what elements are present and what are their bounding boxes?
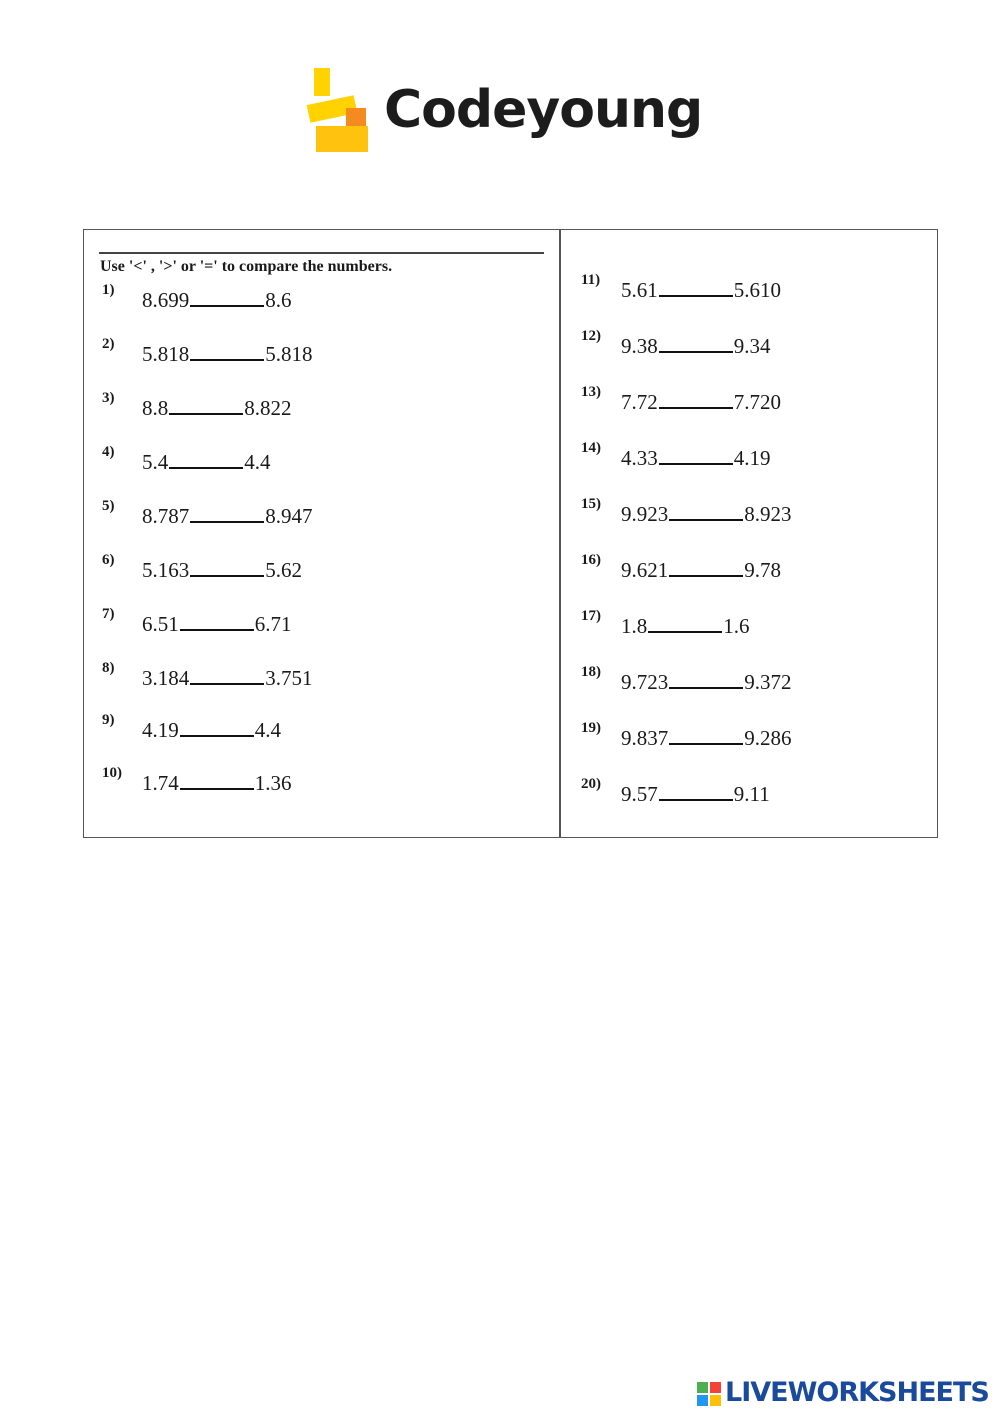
right-number: 9.34	[733, 334, 771, 358]
right-number: 6.71	[254, 612, 292, 636]
left-number: 1.8	[621, 614, 648, 638]
right-number: 1.36	[254, 771, 292, 795]
header-rule	[99, 252, 544, 254]
answer-blank[interactable]	[659, 281, 733, 297]
problem-number: 6)	[102, 552, 115, 568]
left-number: 4.33	[621, 446, 658, 470]
problem-4	[102, 444, 271, 478]
answer-blank[interactable]	[669, 561, 743, 577]
answer-blank[interactable]	[190, 291, 264, 307]
answer-blank[interactable]	[180, 774, 254, 790]
problem-number: 14)	[581, 440, 601, 456]
answer-blank[interactable]	[169, 453, 243, 469]
right-number: 1.6	[723, 614, 750, 638]
answer-blank[interactable]	[169, 399, 243, 415]
problem-number: 3)	[102, 390, 115, 406]
right-number: 5.610	[733, 278, 781, 302]
answer-blank[interactable]	[180, 721, 254, 737]
right-number: 5.818	[265, 342, 313, 366]
right-number: 9.372	[744, 670, 792, 694]
left-number: 9.923	[621, 502, 669, 526]
right-number: 4.4	[244, 450, 271, 474]
right-number: 9.11	[733, 782, 770, 806]
left-number: 8.699	[142, 288, 190, 312]
liveworksheets-logo	[697, 1376, 997, 1410]
left-number: 3.184	[142, 666, 190, 690]
left-number: 9.38	[621, 334, 658, 358]
problem-1	[102, 282, 292, 316]
answer-blank[interactable]	[659, 785, 733, 801]
left-number: 8.8	[142, 396, 169, 420]
problem-20	[581, 776, 770, 810]
right-number: 4.19	[733, 446, 771, 470]
left-number: 5.818	[142, 342, 190, 366]
answer-blank[interactable]	[659, 393, 733, 409]
problem-number: 13)	[581, 384, 601, 400]
codeyoung-logo	[306, 66, 706, 166]
left-number: 5.61	[621, 278, 658, 302]
problem-number: 1)	[102, 282, 115, 298]
right-number: 4.4	[254, 718, 281, 742]
problem-15	[581, 496, 792, 530]
problem-number: 4)	[102, 444, 115, 460]
answer-blank[interactable]	[648, 617, 722, 633]
right-number: 7.720	[733, 390, 781, 414]
answer-blank[interactable]	[190, 507, 264, 523]
problem-12	[581, 328, 771, 362]
problem-10	[102, 765, 292, 799]
problem-7	[102, 606, 292, 640]
problem-6	[102, 552, 302, 586]
answer-blank[interactable]	[180, 615, 254, 631]
codeyoung-logo-icon	[306, 66, 376, 156]
problem-5	[102, 498, 313, 532]
left-number: 9.57	[621, 782, 658, 806]
right-number: 9.286	[744, 726, 792, 750]
problem-17	[581, 608, 750, 642]
problem-number: 12)	[581, 328, 601, 344]
right-number: 8.6	[265, 288, 292, 312]
left-number: 6.51	[142, 612, 179, 636]
answer-blank[interactable]	[669, 729, 743, 745]
left-number: 1.74	[142, 771, 179, 795]
problem-number: 2)	[102, 336, 115, 352]
liveworksheets-text: LIVEWORKSHEETS	[725, 1377, 989, 1408]
problem-14	[581, 440, 771, 474]
problem-number: 9)	[102, 712, 115, 728]
problem-number: 18)	[581, 664, 601, 680]
right-number: 9.78	[744, 558, 781, 582]
right-number: 8.923	[744, 502, 792, 526]
problem-number: 20)	[581, 776, 601, 792]
answer-blank[interactable]	[669, 673, 743, 689]
left-number: 9.837	[621, 726, 669, 750]
column-divider	[559, 230, 561, 837]
problem-number: 17)	[581, 608, 601, 624]
instructions-text: Use '<' , '>' or '=' to compare the numbers.	[100, 258, 393, 275]
problem-9	[102, 712, 281, 746]
right-number: 8.947	[265, 504, 313, 528]
left-number: 7.72	[621, 390, 658, 414]
answer-blank[interactable]	[190, 669, 264, 685]
worksheet-frame	[83, 229, 938, 838]
problem-16	[581, 552, 781, 586]
right-number: 5.62	[265, 558, 302, 582]
answer-blank[interactable]	[190, 345, 264, 361]
problem-19	[581, 720, 792, 754]
left-number: 5.4	[142, 450, 169, 474]
problem-3	[102, 390, 292, 424]
problem-number: 7)	[102, 606, 115, 622]
liveworksheets-icon	[697, 1382, 721, 1406]
left-number: 9.723	[621, 670, 669, 694]
left-number: 9.621	[621, 558, 669, 582]
problem-8	[102, 660, 313, 694]
answer-blank[interactable]	[190, 561, 264, 577]
problem-18	[581, 664, 792, 698]
problem-number: 10)	[102, 765, 122, 781]
answer-blank[interactable]	[659, 337, 733, 353]
problem-number: 15)	[581, 496, 601, 512]
problem-number: 11)	[581, 272, 601, 288]
problem-number: 5)	[102, 498, 115, 514]
left-number: 5.163	[142, 558, 190, 582]
right-number: 3.751	[265, 666, 313, 690]
left-number: 4.19	[142, 718, 179, 742]
codeyoung-logo-text: Codeyoung	[384, 80, 703, 140]
answer-blank[interactable]	[659, 449, 733, 465]
right-number: 8.822	[244, 396, 292, 420]
problem-2	[102, 336, 313, 370]
answer-blank[interactable]	[669, 505, 743, 521]
problem-number: 16)	[581, 552, 601, 568]
left-number: 8.787	[142, 504, 190, 528]
problem-number: 19)	[581, 720, 601, 736]
problem-11	[581, 272, 781, 306]
problem-13	[581, 384, 781, 418]
problem-number: 8)	[102, 660, 115, 676]
